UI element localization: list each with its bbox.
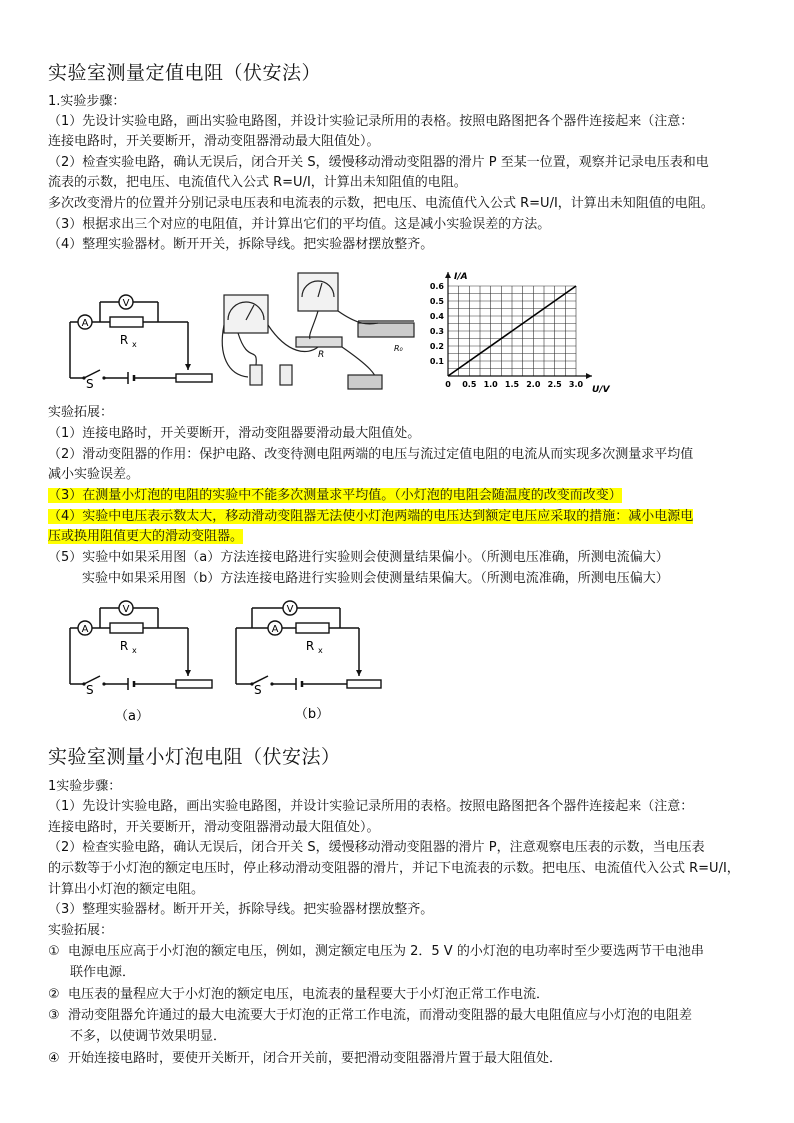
circuit-diagram-main (48, 290, 218, 390)
resistor-sub-label: x (132, 340, 137, 349)
section2-item3-line2: 不多，以使调节效果明显． (70, 1029, 227, 1044)
section1-ext5-line1: （5）实验中如果采用图（a）方法连接电路进行实验则会使测量结果偏小。（所测电压准确，所测电流偏大） (48, 550, 669, 565)
section2-step1-line2: 连接电路时，开关要断开，滑动变阻器滑动最大阻值处）。 (48, 820, 380, 835)
svg-text:A: A (271, 624, 279, 635)
resistor-icon (296, 623, 329, 633)
section2-title: 实验室测量小灯泡电阻（伏安法） (48, 746, 341, 768)
svg-text:A: A (81, 624, 89, 635)
chart-y-tick-label: 0.2 (429, 342, 444, 351)
figure-b-caption: （b） (294, 707, 330, 722)
section1-ext-heading: 实验拓展： (48, 405, 114, 420)
chart-x-tick-label: 2.5 (547, 380, 562, 389)
section2-steps-heading: 1实验步骤： (48, 779, 122, 794)
section1-step2-line1: （2）检查实验电路，确认无误后，闭合开关 S，缓慢移动滑动变阻器的滑片 P 至某一位置，观察并记录电压表和电 (48, 155, 709, 170)
section2-step2-line1: （2）检查实验电路，确认无误后，闭合开关 S，缓慢移动滑动变阻器的滑片 P，注意观察电压表的示数，当电压表 (48, 840, 705, 855)
figure-a-caption: （a） (115, 709, 149, 724)
section1-step1-line1: （1）先设计实验电路，画出实验电路图，并设计实验记录所用的表格。按照电路图把各个器件连接起来（注意： (48, 114, 694, 129)
resistor-label: R (119, 333, 129, 347)
apparatus-photo (218, 265, 430, 395)
svg-text:S: S (254, 683, 262, 697)
ammeter-label: A (81, 318, 89, 329)
section2-item4: ④ 开始连接电路时，要使开关断开，闭合开关前，要把滑动变阻器滑片置于最大阻值处． (48, 1051, 563, 1066)
circuit-diagram-a (48, 596, 218, 724)
section1-title: 实验室测量定值电阻（伏安法） (48, 62, 322, 84)
svg-text:x: x (132, 646, 137, 655)
chart-y-tick-label: 0.3 (429, 327, 444, 336)
section1-ext1: （1）连接电路时，开关要断开，滑动变阻器要滑动最大阻值处。 (48, 426, 421, 441)
chart-x-label: U/V (592, 385, 610, 395)
section2-item2: ② 电压表的量程应大于小灯泡的额定电压，电流表的量程要大于小灯泡正常工作电流． (48, 987, 550, 1002)
section1-step2-line3: 多次改变滑片的位置并分别记录电压表和电流表的示数，把电压、电流值代入公式 R=U/I，计算出未知阻值的电阻。 (48, 196, 714, 211)
chart-x-tick-label: 2.0 (526, 380, 541, 389)
section1-step4: （4）整理实验器材。断开开关，拆除导线。把实验器材摆放整齐。 (48, 237, 434, 252)
svg-text:S: S (86, 683, 94, 697)
photo-r-label: R (318, 350, 325, 360)
svg-text:V: V (286, 604, 294, 615)
section1-ext5-line2: 实验中如果采用图（b）方法连接电路进行实验则会使测量结果偏大。（所测电流准确，所测电压偏大） (82, 571, 669, 586)
svg-text:R: R (119, 639, 129, 653)
section1-step3: （3）根据求出三个对应的电阻值，并计算出它们的平均值。这是减小实验误差的方法。 (48, 217, 551, 232)
section1-ext2-line2: 减小实验误差。 (48, 467, 140, 482)
chart-y-tick-label: 0.6 (429, 282, 444, 291)
section2-step2-line2: 的示数等于小灯泡的额定电压时，停止移动滑动变阻器的滑片，并记下电流表的示数。把电压、电流值代入公式 R=U/I， (48, 861, 740, 876)
iu-chart (426, 268, 616, 396)
chart-x-tick-label: 0 (445, 380, 451, 389)
chart-x-tick-label: 3.0 (568, 380, 584, 389)
chart-x-tick-label: 1.0 (483, 380, 498, 389)
resistor-icon (110, 623, 143, 633)
section1-ext2-line1: （2）滑动变阻器的作用：保护电路、改变待测电阻两端的电压与流过定值电阻的电流从而实现多次测量求平均值 (48, 447, 694, 462)
switch-label: S (86, 377, 94, 390)
section2-item3-line1: ③ 滑动变阻器允许通过的最大电流要大于灯泡的正常工作电流，而滑动变阻器的最大电阻值应与小灯泡的电阻差 (48, 1008, 693, 1023)
photo-r0-label: R₀ (394, 344, 403, 353)
section2-ext-heading: 实验拓展： (48, 923, 114, 938)
chart-y-tick-label: 0.1 (429, 357, 444, 366)
chart-x-tick-label: 0.5 (462, 380, 477, 389)
chart-x-tick-label: 1.5 (504, 380, 520, 389)
svg-text:R: R (305, 639, 315, 653)
section2-step1-line1: （1）先设计实验电路，画出实验电路图，并设计实验记录所用的表格。按照电路图把各个器件连接起来（注意： (48, 799, 694, 814)
voltmeter-label: V (122, 298, 130, 309)
section2-item1-line2: 联作电源． (70, 965, 136, 980)
section1-ext4-line2: 压或换用阻值更大的滑动变阻器。 (48, 529, 244, 544)
rheostat-icon (347, 680, 381, 688)
section1-ext4-line1: （4）实验中电压表示数太大，移动滑动变阻器无法使小灯泡两端的电压达到额定电压应采取的措施：减小电源电 (48, 509, 694, 524)
circuit-diagram-b (214, 596, 384, 724)
section1-ext3: （3）在测量小灯泡的电阻的实验中不能多次测量求平均值。（小灯泡的电阻会随温度的改变而改变） (48, 488, 622, 503)
resistor-icon (110, 317, 143, 327)
chart-y-tick-label: 0.4 (429, 312, 444, 321)
section1-step2-line2: 流表的示数，把电压、电流值代入公式 R=U/I，计算出未知阻值的电阻。 (48, 175, 467, 190)
svg-text:V: V (122, 604, 130, 615)
section2-item1-line1: ① 电源电压应高于小灯泡的额定电压，例如，测定额定电压为 2．5 V 的小灯泡的电功率时至少要选两节干电池串 (48, 944, 704, 959)
section1-steps-heading: 1.实验步骤： (48, 94, 126, 109)
chart-y-arrow (445, 272, 451, 278)
chart-y-label: I/A (454, 272, 468, 282)
svg-text:x: x (318, 646, 323, 655)
rheostat-icon (176, 374, 212, 382)
chart-y-tick-label: 0.5 (429, 297, 444, 306)
section2-step3: （3）整理实验器材。断开开关，拆除导线。把实验器材摆放整齐。 (48, 902, 434, 917)
chart-x-arrow (586, 373, 592, 379)
section2-step2-line3: 计算出小灯泡的额定电阻。 (48, 882, 205, 897)
rheostat-icon (176, 680, 212, 688)
section1-step1-line2: 连接电路时，开关要断开，滑动变阻器滑动最大阻值处）。 (48, 134, 380, 149)
